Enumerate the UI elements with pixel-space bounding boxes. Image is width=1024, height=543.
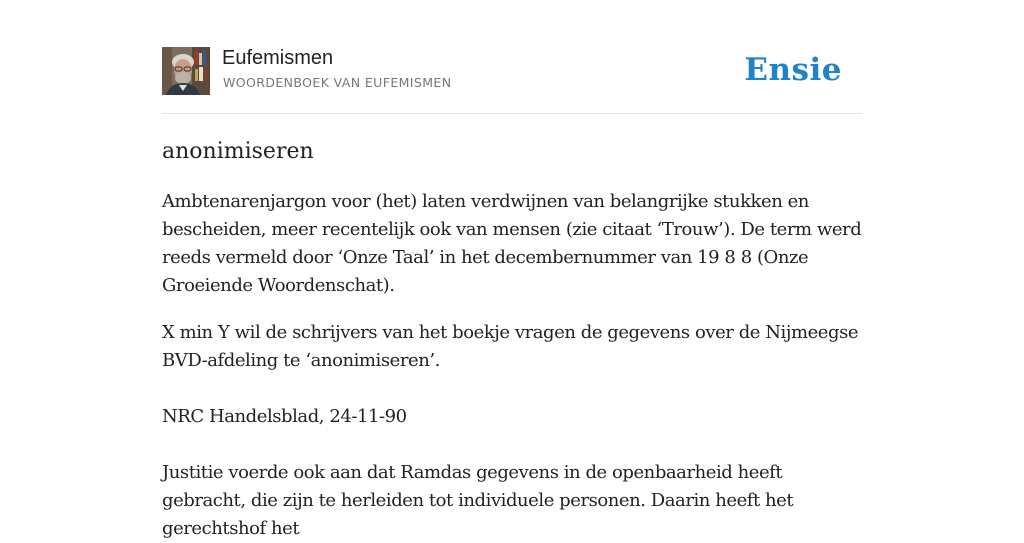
author-portrait-icon (162, 47, 210, 95)
entry-quote: Justitie voerde ook aan dat Ramdas gegevens in de openbaarheid heeft gebracht, die zijn te herleiden tot individuele personen. Daarin heeft het gerechtshof het (162, 462, 794, 539)
entry-term: anonimiseren (162, 139, 314, 164)
entry-content (162, 136, 862, 543)
entry-definition: Ambtenarenjargon voor (het) laten verdwijnen van belangrijke stukken en bescheiden, meer recentelijk ook van mensen (zie citaat ‘Trouw’). De term werd reeds vermeld door ‘Onze Taal’ in het decembernummer van 19 8 8 (Onze Groeiende Woordenschat). (162, 191, 862, 296)
entry-quote: X min Y wil de schrijvers van het boekje vragen de gegevens over de Nijmeegse BVD-afdeling te ‘anonimiseren’. (162, 322, 859, 371)
blog-header (162, 46, 862, 96)
avatar[interactable] (162, 47, 210, 95)
entry-quote-source: NRC Handelsblad, 24-11-90 (162, 406, 407, 427)
header-divider (162, 113, 862, 114)
ensie-logo-link[interactable]: Ensie (744, 52, 842, 88)
blog-subtitle: WOORDENBOEK VAN EUFEMISMEN (223, 75, 452, 90)
blog-title[interactable]: Eufemismen (222, 47, 334, 69)
